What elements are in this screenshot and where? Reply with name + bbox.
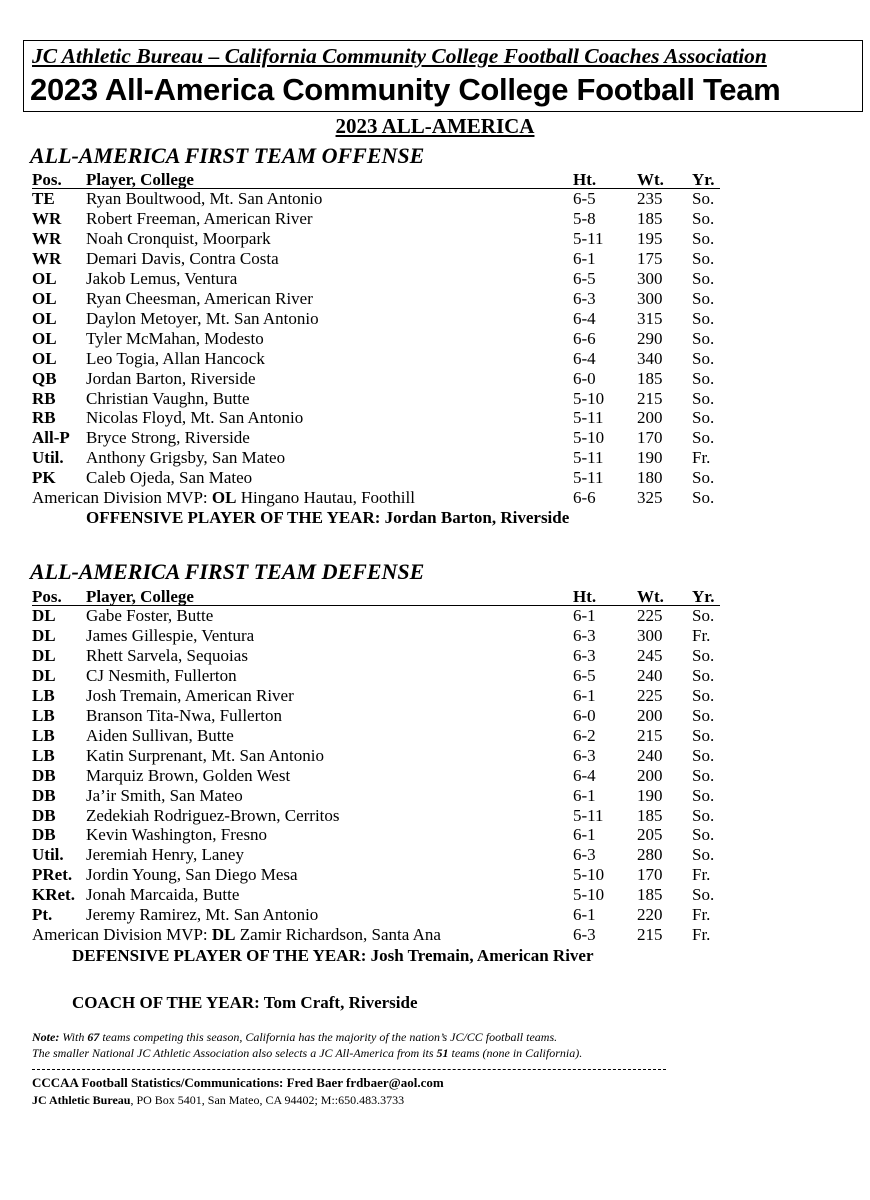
mvp-ht: 6-6 <box>573 488 596 507</box>
cell-height: 5-10 <box>573 428 605 448</box>
cell-weight: 300 <box>637 268 663 288</box>
cell-player: James Gillespie, Ventura <box>86 625 255 645</box>
col-ht-header: Ht. <box>573 587 597 606</box>
cell-year: Fr. <box>692 625 711 645</box>
cell-year: So. <box>692 368 715 388</box>
cell-year: So. <box>692 208 715 228</box>
defense-mvp-text <box>32 925 441 945</box>
cell-year: So. <box>692 805 715 825</box>
cell-height: 6-1 <box>573 905 596 925</box>
cell-player: Katin Surprenant, Mt. San Antonio <box>86 745 324 765</box>
cell-year: So. <box>692 328 715 348</box>
cell-height: 6-3 <box>573 745 596 765</box>
col-pos-header: Pos. <box>32 170 62 189</box>
mvp-pos: OL <box>211 488 237 507</box>
cell-player: Ryan Cheesman, American River <box>86 288 313 308</box>
cell-pos: DB <box>32 825 56 845</box>
mvp-wt: 325 <box>637 488 663 507</box>
cell-year: Fr. <box>692 448 711 468</box>
footer-contact-line: CCCAA Football Statistics/Communications: Fred Baer frdbaer@aol.com <box>32 1075 444 1090</box>
cell-player: Caleb Ojeda, San Mateo <box>86 468 253 488</box>
cell-height: 5-10 <box>573 885 605 905</box>
cell-player: Robert Freeman, American River <box>86 208 313 228</box>
cell-year: So. <box>692 408 715 428</box>
defense-column-header <box>0 587 870 607</box>
cell-player: Kevin Washington, Fresno <box>86 825 268 845</box>
cell-year: So. <box>692 765 715 785</box>
cell-height: 6-5 <box>573 268 596 288</box>
cell-player: Gabe Foster, Butte <box>86 606 214 625</box>
cell-height: 6-4 <box>573 348 596 368</box>
cell-player: Aiden Sullivan, Butte <box>86 725 234 745</box>
cell-year: Fr. <box>692 865 711 885</box>
cell-player: Noah Cronquist, Moorpark <box>86 228 271 248</box>
mvp-prefix: American Division MVP: <box>32 925 212 944</box>
cell-year: So. <box>692 845 715 865</box>
cell-weight: 190 <box>637 448 663 468</box>
cell-weight: 180 <box>637 468 663 488</box>
cell-height: 6-5 <box>573 665 596 685</box>
cell-year: So. <box>692 268 715 288</box>
cell-weight: 245 <box>637 645 663 665</box>
cell-height: 6-4 <box>573 765 596 785</box>
col-wt-header: Wt. <box>637 170 664 189</box>
cell-year: So. <box>692 606 715 625</box>
cell-weight: 170 <box>637 428 663 448</box>
col-yr-header: Yr. <box>692 587 715 606</box>
cell-pos: Util. <box>32 448 64 468</box>
offense-column-header <box>0 170 870 190</box>
cell-player: Rhett Sarvela, Sequoias <box>86 645 248 665</box>
table-row <box>0 606 870 626</box>
offense-title: ALL-AMERICA FIRST TEAM OFFENSE <box>30 143 425 168</box>
cell-weight: 300 <box>637 625 663 645</box>
cell-height: 6-2 <box>573 725 596 745</box>
cell-player: Tyler McMahan, Modesto <box>86 328 264 348</box>
cell-pos: LB <box>32 685 55 705</box>
cell-year: So. <box>692 785 715 805</box>
cell-weight: 220 <box>637 905 663 925</box>
cell-pos: TE <box>32 189 55 208</box>
cell-player: Zedekiah Rodriguez-Brown, Cerritos <box>86 805 340 825</box>
offense-mvp-row <box>0 488 870 508</box>
cell-pos: Util. <box>32 845 64 865</box>
cell-weight: 185 <box>637 208 663 228</box>
table-row <box>0 806 870 826</box>
cell-height: 6-3 <box>573 645 596 665</box>
cell-player: Daylon Metoyer, Mt. San Antonio <box>86 308 319 328</box>
table-row <box>0 626 870 646</box>
cell-height: 6-3 <box>573 845 596 865</box>
col-ht-header: Ht. <box>573 170 597 189</box>
note-text: teams competing this season, California has the majority of the nation’s JC/CC football teams. <box>99 1030 558 1044</box>
mvp-yr: So. <box>692 488 715 507</box>
cell-pos: RB <box>32 408 56 428</box>
table-row <box>0 329 870 349</box>
table-row <box>0 269 870 289</box>
cell-player: Jeremiah Henry, Laney <box>86 845 244 865</box>
cell-weight: 235 <box>637 189 663 208</box>
cell-year: So. <box>692 189 715 208</box>
table-row <box>0 229 870 249</box>
cell-player: Jakob Lemus, Ventura <box>86 268 238 288</box>
offense-mvp-text <box>32 488 415 508</box>
cell-pos: OL <box>32 308 57 328</box>
table-row <box>0 865 870 885</box>
note-text: With <box>59 1030 88 1044</box>
cell-pos: DB <box>32 765 56 785</box>
cell-pos: Pt. <box>32 905 53 925</box>
table-row <box>0 726 870 746</box>
cell-pos: DB <box>32 785 56 805</box>
cell-pos: KRet. <box>32 885 75 905</box>
cell-year: So. <box>692 685 715 705</box>
cell-year: So. <box>692 825 715 845</box>
cell-height: 5-11 <box>573 805 604 825</box>
footer-address-line <box>32 1093 404 1108</box>
table-row <box>0 845 870 865</box>
cell-weight: 170 <box>637 865 663 885</box>
defensive-player-award: DEFENSIVE PLAYER OF THE YEAR: Josh Tremain, American River <box>72 946 594 965</box>
cell-weight: 240 <box>637 745 663 765</box>
cell-pos: OL <box>32 348 57 368</box>
cell-player: Josh Tremain, American River <box>86 685 294 705</box>
cell-height: 6-1 <box>573 606 596 625</box>
bureau-line: JC Athletic Bureau – California Community College Football Coaches Association <box>32 44 767 68</box>
table-row <box>0 249 870 269</box>
cell-pos: All-P <box>32 428 70 448</box>
cell-weight: 215 <box>637 388 663 408</box>
cell-pos: PRet. <box>32 865 73 885</box>
table-row <box>0 209 870 229</box>
cell-player: Demari Davis, Contra Costa <box>86 248 279 268</box>
cell-weight: 315 <box>637 308 663 328</box>
defense-title: ALL-AMERICA FIRST TEAM DEFENSE <box>30 559 425 584</box>
cell-weight: 215 <box>637 725 663 745</box>
cell-player: Nicolas Floyd, Mt. San Antonio <box>86 408 304 428</box>
note-number: 67 <box>87 1030 100 1044</box>
note-line-1 <box>32 1030 557 1045</box>
cell-pos: WR <box>32 248 62 268</box>
cell-player: Ja’ir Smith, San Mateo <box>86 785 243 805</box>
table-row <box>0 905 870 925</box>
cell-height: 6-0 <box>573 368 596 388</box>
mvp-player: Hingano Hautau, Foothill <box>236 488 415 507</box>
cell-pos: LB <box>32 725 55 745</box>
cell-player: Branson Tita-Nwa, Fullerton <box>86 705 282 725</box>
center-heading: 2023 ALL-AMERICA <box>335 114 535 138</box>
cell-year: So. <box>692 645 715 665</box>
cell-pos: LB <box>32 705 55 725</box>
cell-player: Christian Vaughn, Butte <box>86 388 250 408</box>
table-row <box>0 289 870 309</box>
cell-weight: 290 <box>637 328 663 348</box>
cell-height: 6-1 <box>573 248 596 268</box>
cell-height: 6-4 <box>573 308 596 328</box>
col-player-header: Player, College <box>86 170 194 189</box>
cell-weight: 190 <box>637 785 663 805</box>
note-label: Note: <box>32 1030 60 1044</box>
cell-player: Leo Togia, Allan Hancock <box>86 348 265 368</box>
cell-year: So. <box>692 665 715 685</box>
cell-weight: 225 <box>637 685 663 705</box>
cell-pos: DL <box>32 625 56 645</box>
table-row <box>0 766 870 786</box>
cell-pos: RB <box>32 388 56 408</box>
table-row <box>0 389 870 409</box>
cell-pos: QB <box>32 368 57 388</box>
cell-player: CJ Nesmith, Fullerton <box>86 665 237 685</box>
table-row <box>0 646 870 666</box>
cell-year: Fr. <box>692 905 711 925</box>
cell-pos: WR <box>32 208 62 228</box>
cell-height: 5-11 <box>573 468 604 488</box>
col-player-header: Player, College <box>86 587 194 606</box>
table-row <box>0 706 870 726</box>
mvp-ht: 6-3 <box>573 925 596 944</box>
cell-year: So. <box>692 348 715 368</box>
note-line-2 <box>32 1046 582 1061</box>
cell-year: So. <box>692 308 715 328</box>
cell-year: So. <box>692 248 715 268</box>
cell-weight: 280 <box>637 845 663 865</box>
table-row <box>0 309 870 329</box>
cell-height: 6-6 <box>573 328 596 348</box>
mvp-prefix: American Division MVP: <box>32 488 212 507</box>
cell-player: Marquiz Brown, Golden West <box>86 765 291 785</box>
cell-height: 6-0 <box>573 705 596 725</box>
cell-height: 6-1 <box>573 825 596 845</box>
cell-weight: 205 <box>637 825 663 845</box>
table-row <box>0 666 870 686</box>
table-row <box>0 408 870 428</box>
cell-height: 5-10 <box>573 388 605 408</box>
cell-height: 5-11 <box>573 228 604 248</box>
cell-pos: DL <box>32 665 56 685</box>
col-pos-header: Pos. <box>32 587 62 606</box>
cell-year: So. <box>692 428 715 448</box>
cell-weight: 300 <box>637 288 663 308</box>
offensive-player-award: OFFENSIVE PLAYER OF THE YEAR: Jordan Barton, Riverside <box>86 508 570 527</box>
cell-player: Jordan Barton, Riverside <box>86 368 256 388</box>
table-row <box>0 686 870 706</box>
table-row <box>0 468 870 488</box>
footer-address: , PO Box 5401, San Mateo, CA 94402; M::650.483.3733 <box>130 1093 405 1107</box>
cell-height: 5-8 <box>573 208 596 228</box>
cell-pos: PK <box>32 468 56 488</box>
col-wt-header: Wt. <box>637 587 664 606</box>
table-row <box>0 369 870 389</box>
cell-weight: 195 <box>637 228 663 248</box>
table-row <box>0 746 870 766</box>
cell-player: Bryce Strong, Riverside <box>86 428 250 448</box>
cell-weight: 340 <box>637 348 663 368</box>
cell-year: So. <box>692 705 715 725</box>
cell-year: So. <box>692 745 715 765</box>
cell-player: Anthony Grigsby, San Mateo <box>86 448 286 468</box>
team-title: 2023 All-America Community College Football Team <box>30 72 781 107</box>
cell-weight: 175 <box>637 248 663 268</box>
cell-pos: DL <box>32 606 56 625</box>
cell-player: Jonah Marcaida, Butte <box>86 885 240 905</box>
dashed-divider <box>32 1069 666 1070</box>
cell-year: So. <box>692 725 715 745</box>
cell-weight: 240 <box>637 665 663 685</box>
table-row <box>0 349 870 369</box>
mvp-pos: DL <box>211 925 236 944</box>
cell-player: Jordin Young, San Diego Mesa <box>86 865 298 885</box>
table-row <box>0 885 870 905</box>
cell-height: 5-11 <box>573 448 604 468</box>
defense-mvp-row <box>0 925 870 945</box>
cell-weight: 200 <box>637 408 663 428</box>
cell-pos: LB <box>32 745 55 765</box>
cell-year: So. <box>692 885 715 905</box>
note-text: teams (none in California). <box>448 1046 583 1060</box>
cell-height: 6-1 <box>573 785 596 805</box>
cell-year: So. <box>692 468 715 488</box>
cell-year: So. <box>692 388 715 408</box>
cell-height: 5-11 <box>573 408 604 428</box>
cell-pos: OL <box>32 328 57 348</box>
cell-height: 6-1 <box>573 685 596 705</box>
coach-of-the-year: COACH OF THE YEAR: Tom Craft, Riverside <box>72 993 418 1012</box>
cell-weight: 185 <box>637 885 663 905</box>
cell-pos: WR <box>32 228 62 248</box>
mvp-yr: Fr. <box>692 925 711 944</box>
cell-weight: 185 <box>637 368 663 388</box>
table-row <box>0 825 870 845</box>
cell-weight: 200 <box>637 765 663 785</box>
cell-pos: OL <box>32 288 57 308</box>
table-row <box>0 448 870 468</box>
footer-org: JC Athletic Bureau <box>32 1093 131 1107</box>
table-row <box>0 428 870 448</box>
note-text: The smaller National JC Athletic Association also selects a JC All-America from its <box>32 1046 437 1060</box>
cell-weight: 225 <box>637 606 663 625</box>
cell-height: 6-3 <box>573 625 596 645</box>
cell-player: Jeremy Ramirez, Mt. San Antonio <box>86 905 319 925</box>
cell-height: 6-3 <box>573 288 596 308</box>
cell-weight: 200 <box>637 705 663 725</box>
cell-year: So. <box>692 288 715 308</box>
mvp-wt: 215 <box>637 925 663 944</box>
cell-height: 6-5 <box>573 189 596 208</box>
mvp-player: Zamir Richardson, Santa Ana <box>235 925 441 944</box>
table-row <box>0 189 870 209</box>
cell-height: 5-10 <box>573 865 605 885</box>
table-row <box>0 786 870 806</box>
cell-player: Ryan Boultwood, Mt. San Antonio <box>86 189 323 208</box>
col-yr-header: Yr. <box>692 170 715 189</box>
cell-year: So. <box>692 228 715 248</box>
cell-pos: DB <box>32 805 56 825</box>
cell-pos: DL <box>32 645 56 665</box>
cell-weight: 185 <box>637 805 663 825</box>
note-number: 51 <box>436 1046 449 1060</box>
cell-pos: OL <box>32 268 57 288</box>
